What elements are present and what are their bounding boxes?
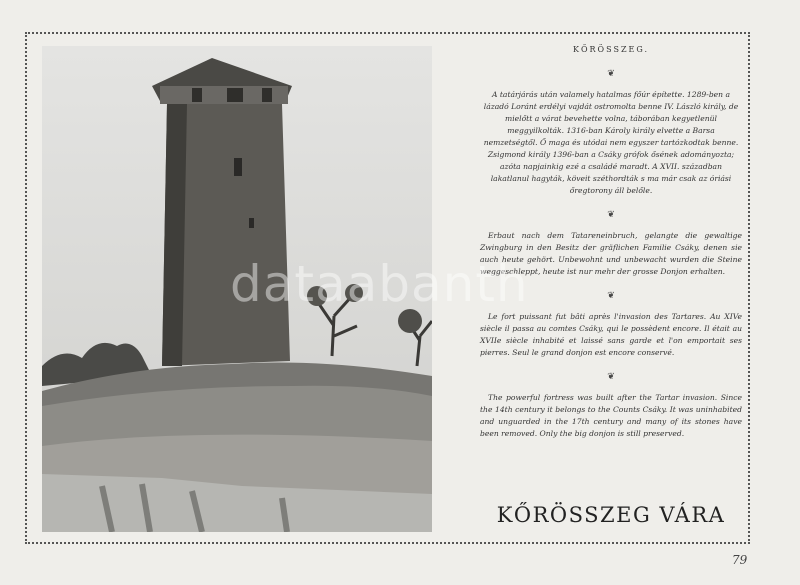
paragraph-german: Erbaut nach dem Tatareneinbruch, gelangte die gewaltige Zwingburg in den Besitz der gräflichen Familie Csáky, denen sie auch heute gehört. Unbewohnt und unbewacht wurden die Steine weggeschleppt, heute ist nur mehr der grosse Donjon erhalten. <box>480 231 742 276</box>
ornament-leaf-icon: ❦ <box>607 372 615 382</box>
text-column <box>480 40 742 510</box>
watermark-text: dataabanth <box>230 255 529 313</box>
ornament-leaf-icon: ❦ <box>607 291 615 301</box>
ornament-leaf-icon: ❦ <box>607 69 615 79</box>
paragraph-french: Le fort puissant fut bâti après l'invasion des Tartares. Au XIVe siècle il passa au comtes Csáky, qui le possèdent encore. Il était au XVIIe siècle inhabité et laissé sans garde et l'on emportait ses pierres. Seul le grand donjon est encore conservé. <box>480 312 742 357</box>
paragraph-english: The powerful fortress was built after the Tartar invasion. Since the 14th century it belongs to the Counts Csáky. It was uninhabited and unguarded in the 17th century and many of its stones have been removed. Only the big donjon is still preserved. <box>480 393 742 438</box>
paragraph-hungarian: A tatárjárás után valamely hatalmas főúr építette. 1289-ben a lázadó Loránt erdélyi vajdát ostromolta benne IV. László király, de mielőtt a várat bevehette volna, táborában kegyetlenül meggyilkolták. 1316-ban Károly király elvette a Barsa nemzetségtől. Ő maga és utódai nem egyszer tartózkodtak benne. Zsigmond király 1396-ban a Csáky grófok ősének adományozta; azóta napjainkig ezé a családé maradt. A XVII. században lakatlanul hagyták, köveit széthordták s ma már csak az óriási őregtorony áll belőle. <box>483 90 739 195</box>
plate-title: KŐRÖSSZEG VÁRA <box>496 503 726 527</box>
castle-tower-photo <box>42 46 432 532</box>
page-number: 79 <box>732 553 748 567</box>
section-heading: KŐRÖSSZEG. <box>573 45 649 54</box>
ornament-leaf-icon: ❦ <box>607 210 615 220</box>
